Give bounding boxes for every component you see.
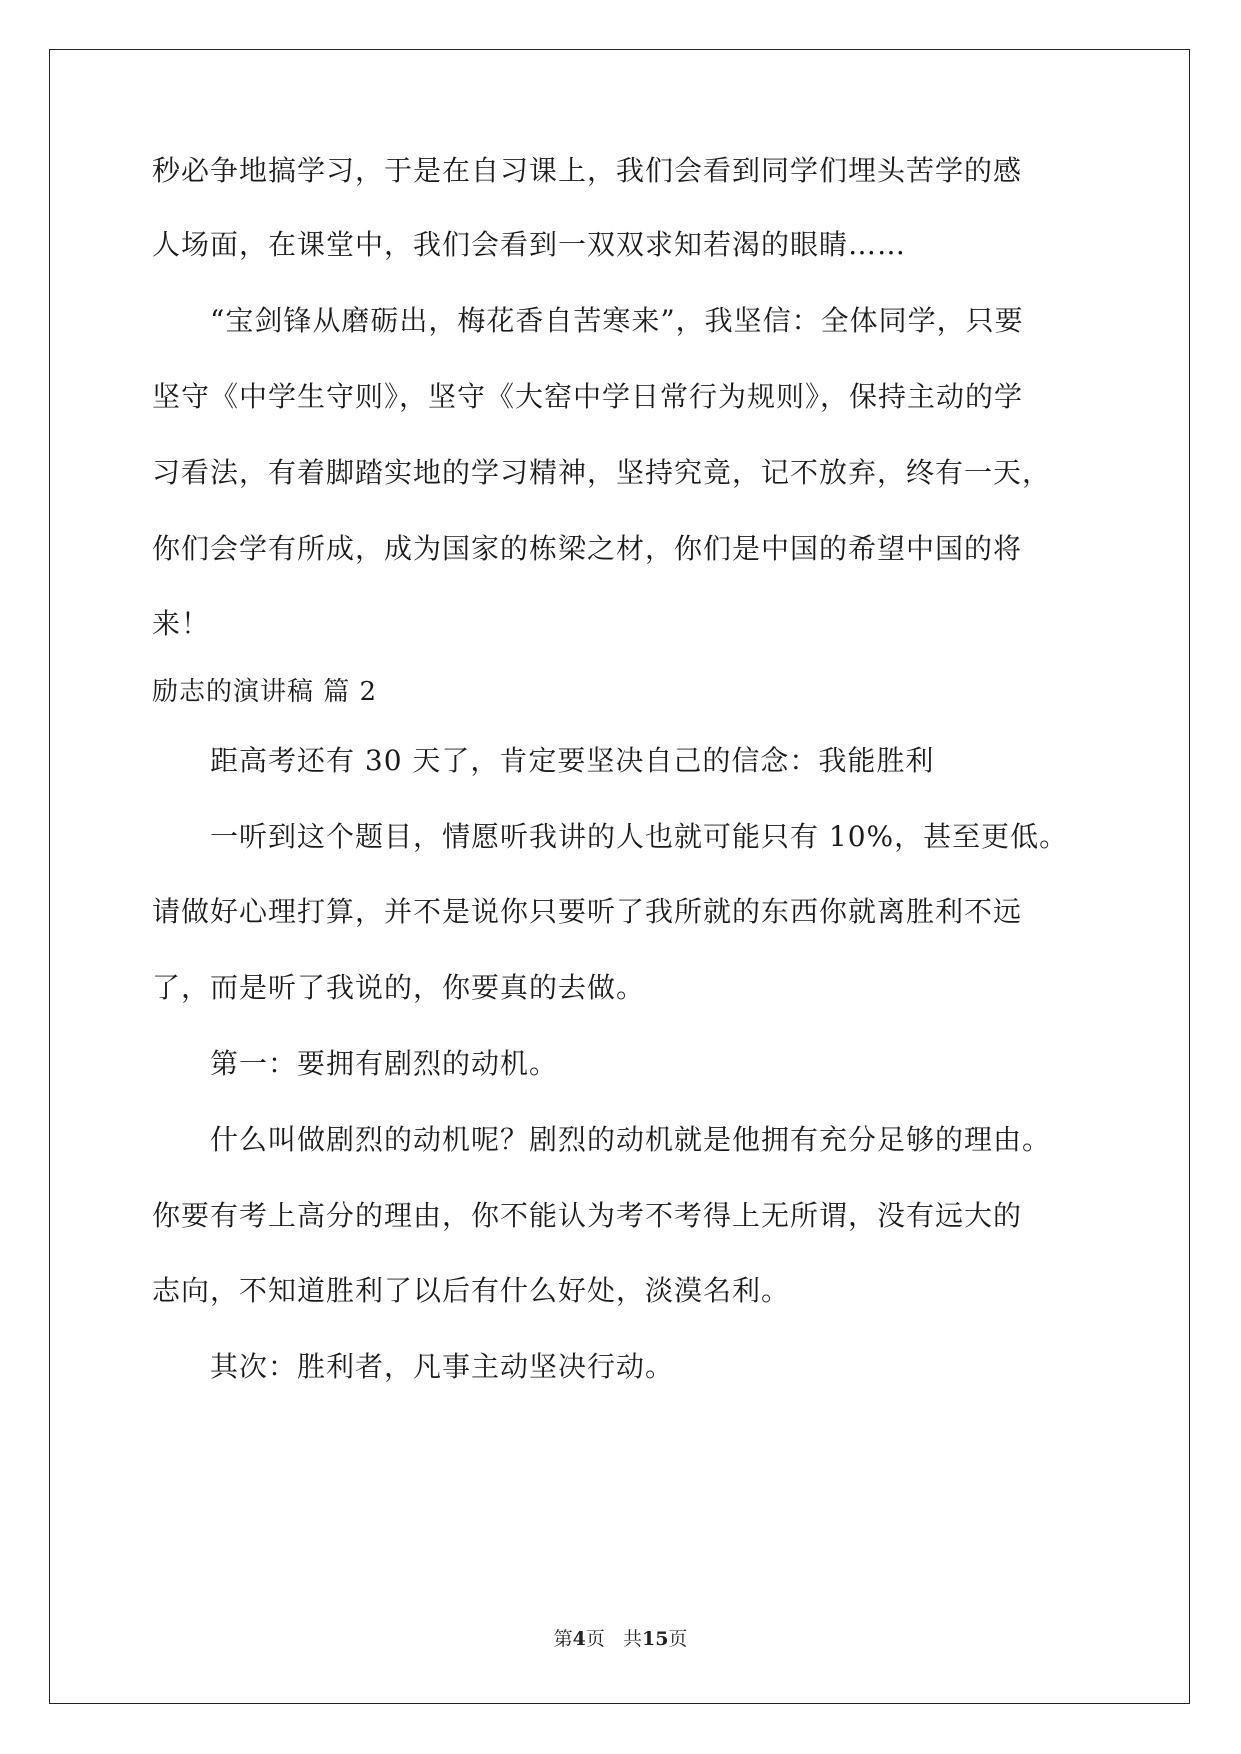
footer-total-prefix: 共 [622, 1628, 642, 1650]
paragraph-line: “宝剑锋从磨砺出，梅花香自苦寒来”，我坚信：全体同学，只要 [210, 304, 1024, 337]
paragraph-line: 其次：胜利者，凡事主动坚决行动。 [210, 1350, 675, 1383]
section-heading: 励志的演讲稿 篇 2 [152, 677, 378, 707]
footer-prefix: 第 [553, 1628, 573, 1650]
paragraph-line: 一听到这个题目，情愿听我讲的人也就可能只有 10%，甚至更低。 [210, 820, 1069, 853]
paragraph-line: 第一：要拥有剧烈的动机。 [210, 1047, 559, 1080]
paragraph-line: 秒必争地搞学习，于是在自习课上，我们会看到同学们埋头苦学的感 [152, 154, 1023, 187]
paragraph-line: 习看法，有着脚踏实地的学习精神，坚持究竟，记不放弃，终有一天， [152, 456, 1052, 489]
page-footer [0, 1626, 1241, 1652]
paragraph-line: 你要有考上高分的理由，你不能认为考不考得上无所谓，没有远大的 [152, 1199, 1023, 1232]
paragraph-line: 来！ [152, 607, 211, 640]
page-number: 4 [572, 1628, 586, 1650]
footer-page-suffix: 页 [585, 1628, 605, 1650]
paragraph-line: 了，而是听了我说的，你要真的去做。 [152, 971, 646, 1004]
paragraph-line: 人场面，在课堂中，我们会看到一双双求知若渴的眼睛…… [152, 228, 907, 261]
total-pages: 15 [641, 1628, 669, 1650]
paragraph-line: 距高考还有 30 天了，肯定要坚决自己的信念：我能胜利 [210, 744, 935, 777]
paragraph-line: 坚守《中学生守则》，坚守《大窑中学日常行为规则》，保持主动的学 [152, 380, 1024, 413]
paragraph-line: 什么叫做剧烈的动机呢？剧烈的动机就是他拥有充分足够的理由。 [210, 1123, 1052, 1156]
footer-total-suffix: 页 [668, 1628, 688, 1650]
paragraph-line: 你们会学有所成，成为国家的栋梁之材，你们是中国的希望中国的将 [152, 532, 1023, 565]
paragraph-line: 请做好心理打算，并不是说你只要听了我所就的东西你就离胜利不远 [152, 895, 1023, 928]
page-border [49, 49, 1190, 1704]
paragraph-line: 志向，不知道胜利了以后有什么好处，淡漠名利。 [152, 1274, 791, 1307]
